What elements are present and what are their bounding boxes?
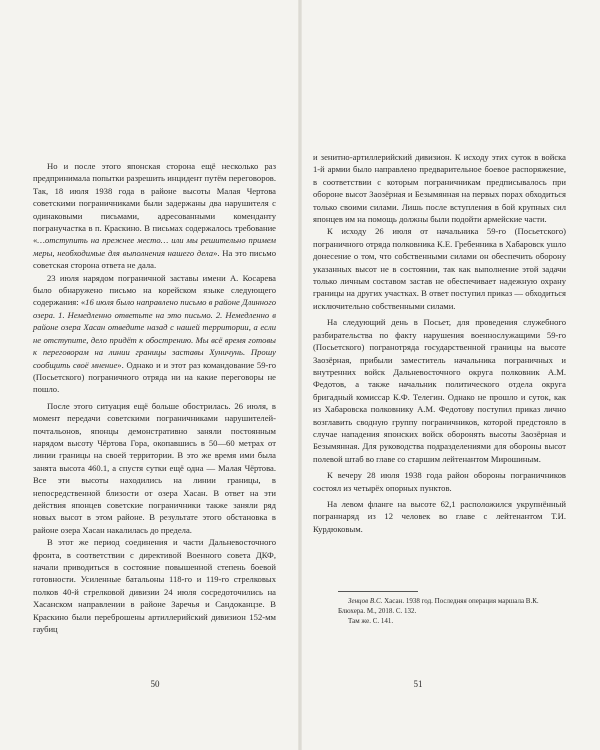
text-run: 23 июля нарядом пограничной заставы имени А. Косарева было обнаружено письмо на корейском языке следующего содержания: « xyxy=(33,272,276,308)
footnote xyxy=(338,616,560,626)
paragraph xyxy=(313,151,566,225)
footnote-list xyxy=(338,596,560,626)
paragraph xyxy=(313,316,566,465)
paragraph xyxy=(33,400,276,536)
text-run: На левом фланге на высоте 62,1 расположился укрупнённый пограннаряд из 12 человек во главе с лейтенантом Т.И. Курдюковым. xyxy=(313,498,566,534)
footnote-rule xyxy=(338,591,418,592)
text-run: и зенитно-артиллерийский дивизион. К исходу этих суток в войска 1-й армии было направлено предварительное боевое распоряжение, в соответствии с которым пограничникам предписывалось при обороне высот Заозёрная и Безымянная на первых порах обходиться только своими силами. Лишь после вступления в бой крупных сил японцев им на помощь должны были подойти армейские части. xyxy=(313,152,566,225)
right-page-body xyxy=(313,151,566,535)
paragraph xyxy=(313,469,566,494)
text-run: ». Однако и и этот раз командование 59-го (Посьетского) пограничного отряда ни на какие переговоры не пошло. xyxy=(33,359,276,395)
footnotes xyxy=(338,591,560,626)
text-run: ». На это письмо советская сторона ответа не дала. xyxy=(33,247,276,271)
text-run: Там же. С. 141. xyxy=(348,617,394,625)
text-run: После этого ситуация ещё больше обострилась. 26 июля, в момент передачи советскими пограничниками нарушителей-почтальонов, японцы демонстративно заняли постоянным нарядом высоту Чёртова Гора, окопавшись в 50—60 метрах от линии границы на своей территории. В это же время ими была занята высота 460.1, а спустя сутки ещё одна — Малая Чёртова. Все эти высоты находились на линии границы, в непосредственной близости от озера Хасан. В ответ на эти действия японцев советские пограничники также заняли ряд новых высот в этом районе. В результате этого обстановка в районе озера Хасан накалилась до предела. xyxy=(33,400,276,535)
left-page-number: 50 xyxy=(150,679,160,689)
italic-quote: …отступить на прежнее место… или мы решительно примем меры, необходимые для выполнения нашего дела xyxy=(33,235,276,258)
right-page xyxy=(300,0,600,750)
paragraph xyxy=(313,498,566,535)
paragraph xyxy=(33,160,276,272)
right-page-number: 51 xyxy=(413,679,423,689)
paragraph xyxy=(33,536,276,635)
italic-quote: 16 июля было направлено письмо в районе Длинного озера. 1. Немедленно ответьте на это письмо. 2. Немедленно в районе озера Хасан отведите назад с нашей территории, а если не отступите, дело придёт к обострению. Мы всё время готовы к переговорам на линии границы заставы Хуничунь. Прошу сообщить своё мнение xyxy=(33,297,276,370)
text-run: Но и после этого японская сторона ещё несколько раз предпринимала попытки разрешить инцидент путём переговоров. Так, 18 июля 1938 года в районе высоты Малая Чертова советскими пограничниками были задержаны два нарушителя с одинаковыми письмами, адресованными коменданту погранучастка в п. Краскино. В письмах содержалось требование « xyxy=(33,161,276,246)
left-page-body xyxy=(33,160,276,635)
text-run: Хасан. 1938 год. Последняя операция маршала В.К. Блюхера. М., 2018. С. 132. xyxy=(338,597,539,615)
paragraph xyxy=(33,272,276,396)
text-run: На следующий день в Посьет, для проведения служебного разбирательства по факту нарушения военнослужащими 59-го (Посьетского) погранотряда государственной границы на высоте Заозёрная, прибыли заместитель начальника пограничных и внутренних войск Дальневосточного округа полковник А.М. Федотов, а также начальник политического отдела округа бригадный комиссар К.Ф. Телегин. Однако не прошло и суток, как из Хабаровска полковнику А.М. Федотову поступил приказ лично возглавить сводную группу пограничников, которой предстояло в случае нападения японских войск оборонять высоты Заозёрная и Безымянная. Для руководства подразделениями для обороны высот полевой штаб во главе со старшим лейтенантом Мирошиным. xyxy=(313,317,566,464)
text-run: К исходу 26 июля от начальника 59-го (Посьетского) пограничного отряда полковника К.Е. Гребенника в Хабаровск ушло донесение о том, что собственными силами он обеспечить оборону указанных высот не в состоянии, так как выполнение этой задачи только личным составом застав не обеспечивает надежную охрану границы на других участках. В ответ поступил приказ — обходиться исключительно собственными силами. xyxy=(313,226,566,311)
paragraph xyxy=(313,225,566,312)
text-run: К вечеру 28 июля 1938 года район обороны пограничников состоял из четырёх опорных пунктов. xyxy=(313,470,566,493)
footnote xyxy=(338,596,560,616)
text-run: В этот же период соединения и части Дальневосточного фронта, в соответствии с директивой Военного совета ДКФ, начали приводиться в состояние повышенной степень боевой готовности. Усиленные батальоны 118-го и 119-го стрелковых полков 40-й стрелковой дивизии 24 июля сосредоточились на Хасанском направлении в районе Заречья и Сандоканцзе. В Краскино были переброшены артиллерийский дивизион 152-мм гаубиц xyxy=(33,537,276,635)
italic-quote: Зенцов В.С. xyxy=(348,597,383,605)
